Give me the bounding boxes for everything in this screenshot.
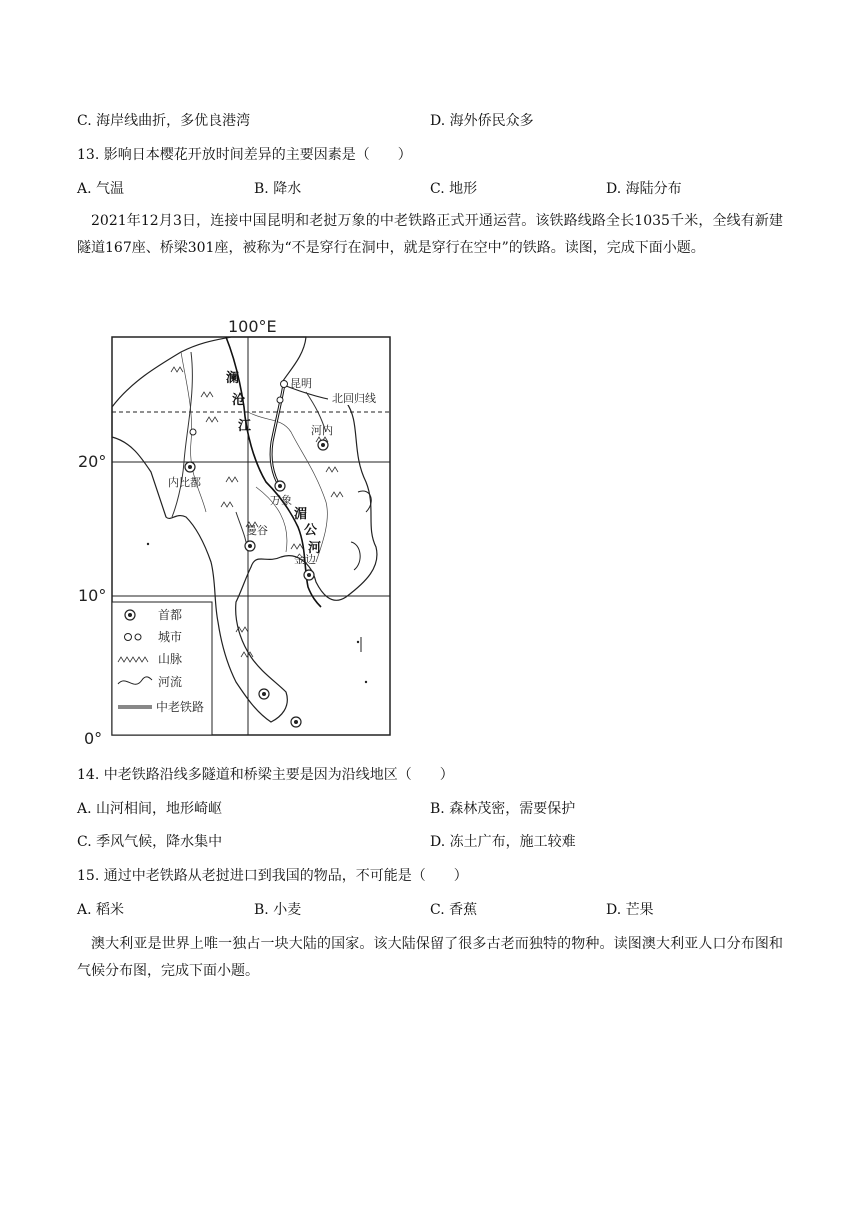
q14-option-a: A. 山河相间，地形崎岖 [77, 801, 223, 817]
capital-naypyidaw [168, 462, 201, 489]
city-label-vientiane: 万象 [270, 494, 292, 507]
capital-marker [291, 717, 301, 727]
passage-australia: 澳大利亚是世界上唯一独占一块大陆的国家。该大陆保留了很多古老而独特的物种。读图澳大利亚人口分布图和气候分布图，完成下面小题。 [77, 936, 783, 979]
q12-option-c: C. 海岸线曲折，多优良港湾 [77, 113, 251, 129]
city-label-bangkok: 曼谷 [246, 524, 268, 537]
capital-vientiane [270, 481, 292, 507]
q15-option-d: D. 芒果 [606, 902, 654, 918]
legend-river: 河流 [158, 675, 183, 689]
q13-stem: 13. 影响日本樱花开放时间差异的主要因素是（ ） [77, 147, 412, 163]
q13-option-c: C. 地形 [430, 181, 478, 197]
capital-marker [259, 689, 269, 699]
latitude-label-0: 0° [84, 729, 103, 748]
china-laos-railway-map [76, 312, 396, 748]
q15-option-b: B. 小麦 [254, 902, 302, 918]
q15-option-c: C. 香蕉 [430, 902, 478, 918]
city-label-phnom-penh: 金边 [294, 553, 316, 566]
q14-option-d: D. 冻土广布，施工较难 [430, 834, 576, 850]
q13-option-b: B. 降水 [254, 181, 302, 197]
q15-stem: 15. 通过中老铁路从老挝进口到我国的物品，不可能是（ ） [77, 868, 468, 884]
q13-option-d: D. 海陆分布 [606, 181, 682, 197]
longitude-label: 100°E [228, 317, 277, 336]
legend-mountain: 山脉 [158, 652, 183, 666]
legend-railway: 中老铁路 [156, 700, 205, 714]
river-label-mekong-1: 湄 [294, 507, 308, 522]
city-kunming [281, 377, 313, 390]
city-marker [190, 429, 196, 435]
legend-capital: 首都 [158, 608, 183, 622]
q14-stem: 14. 中老铁路沿线多隧道和桥梁主要是因为沿线地区（ ） [77, 767, 454, 783]
latitude-label-20: 20° [78, 452, 107, 471]
river-label-mekong-2: 公 [304, 523, 318, 538]
city-label-hanoi: 河内 [311, 424, 333, 437]
passage-china-laos-railway: 2021年12月3日，连接中国昆明和老挝万象的中老铁路正式开通运营。该铁路线路全长1035千米，全线有新建隧道167座、桥梁301座，被称为“不是穿行在洞中，就是穿行在空中”的铁路。读图，完成下面小题。 [77, 213, 783, 256]
legend-city: 城市 [158, 630, 183, 644]
river-label-lancang-3: 江 [238, 419, 252, 434]
q13-option-a: A. 气温 [77, 181, 125, 197]
city-label-naypyidaw: 内比都 [168, 476, 201, 489]
city-marker [277, 397, 283, 403]
river-label-mekong-3: 河 [308, 541, 322, 556]
tropic-of-cancer-label: 北回归线 [332, 392, 376, 405]
river-label-lancang-1: 澜 [226, 371, 240, 386]
q14-option-b: B. 森林茂密，需要保护 [430, 801, 576, 817]
map-legend [112, 602, 212, 735]
river-label-lancang-2: 沧 [232, 393, 246, 408]
q15-option-a: A. 稻米 [77, 902, 125, 918]
capital-hanoi [311, 423, 333, 450]
q12-option-d: D. 海外侨民众多 [430, 113, 534, 129]
latitude-label-10: 10° [78, 586, 107, 605]
q14-option-c: C. 季风气候，降水集中 [77, 834, 223, 850]
city-label-kunming: 昆明 [290, 377, 312, 390]
